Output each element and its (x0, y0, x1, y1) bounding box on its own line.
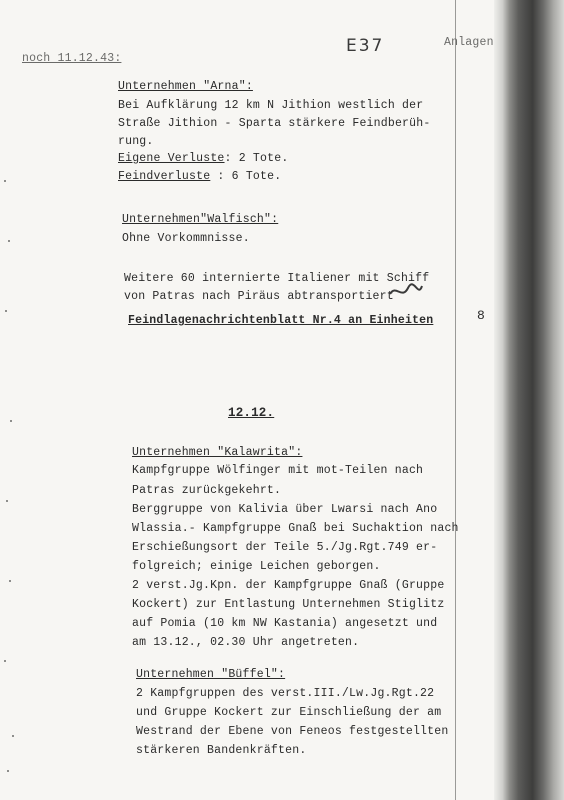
text-line: Ohne Vorkommnisse. (122, 232, 250, 245)
text-line: Bei Aufklärung 12 km N Jithion westlich der (118, 99, 424, 112)
scan-speck (4, 180, 6, 182)
own-losses-value: : 2 Tote. (224, 152, 289, 165)
text-line: folgreich; einige Leichen geborgen. (132, 560, 381, 573)
enemy-losses-line (118, 170, 281, 183)
text-line: 2 verst.Jg.Kpn. der Kampfgruppe Gnaß (Gruppe (132, 579, 445, 592)
scan-speck (8, 240, 10, 242)
text-line: Straße Jithion - Sparta stärkere Feindberüh- (118, 117, 431, 130)
scanned-page-edge (494, 0, 564, 800)
enemy-losses-label: Feindverluste (118, 170, 211, 183)
text-line: rung. (118, 135, 154, 148)
text-line: von Patras nach Piräus abtransportiert (124, 290, 394, 303)
scan-speck (10, 420, 12, 422)
scan-speck (5, 310, 7, 312)
text-line: am 13.12., 02.30 Uhr angetreten. (132, 636, 360, 649)
section-title-arna: Unternehmen "Arna": (118, 80, 253, 93)
handwritten-page-number: E37 (346, 36, 385, 56)
ink-scribble (388, 280, 424, 302)
text-line: Weitere 60 internierte Italiener mit Schiff (124, 272, 430, 285)
text-line: 2 Kampfgruppen des verst.III./Lw.Jg.Rgt.22 (136, 687, 435, 700)
text-line: Patras zurückgekehrt. (132, 484, 282, 497)
text-line: auf Pomia (10 km NW Kastania) angesetzt und (132, 617, 438, 630)
scan-speck (7, 770, 9, 772)
text-line: Kampfgruppe Wölfinger mit mot-Teilen nach (132, 464, 424, 477)
text-line: Erschießungsort der Teile 5./Jg.Rgt.749 er- (132, 541, 438, 554)
page-fold-line (455, 0, 456, 800)
enemy-losses-value: : 6 Tote. (210, 170, 282, 183)
margin-attachment-number: 8 (477, 308, 486, 323)
section-title-walfisch: Unternehmen"Walfisch": (122, 213, 279, 226)
header-continuation: noch 11.12.43: (22, 52, 122, 65)
own-losses-line (118, 152, 288, 165)
text-line: Berggruppe von Kalivia über Lwarsi nach Ano (132, 503, 438, 516)
text-line: Kockert) zur Entlastung Unternehmen Stiglitz (132, 598, 445, 611)
scan-speck (6, 500, 8, 502)
text-line: Westrand der Ebene von Feneos festgestellten (136, 725, 449, 738)
text-line: Wlassia.- Kampfgruppe Gnaß bei Suchaktion nach (132, 522, 459, 535)
enemy-situation-bulletin: Feindlagenachrichtenblatt Nr.4 an Einheiten (128, 314, 434, 327)
text-line: und Gruppe Kockert zur Einschließung der am (136, 706, 442, 719)
section-title-bueffel: Unternehmen "Büffel": (136, 668, 286, 681)
own-losses-label: Eigene Verluste (118, 152, 225, 165)
scan-speck (4, 660, 6, 662)
text-line: stärkeren Bandenkräften. (136, 744, 307, 757)
header-attachments: Anlagen (444, 36, 494, 49)
scan-speck (12, 735, 14, 737)
date-heading: 12.12. (228, 406, 275, 420)
section-title-kalawrita: Unternehmen "Kalawrita": (132, 446, 303, 459)
scan-speck (9, 580, 11, 582)
